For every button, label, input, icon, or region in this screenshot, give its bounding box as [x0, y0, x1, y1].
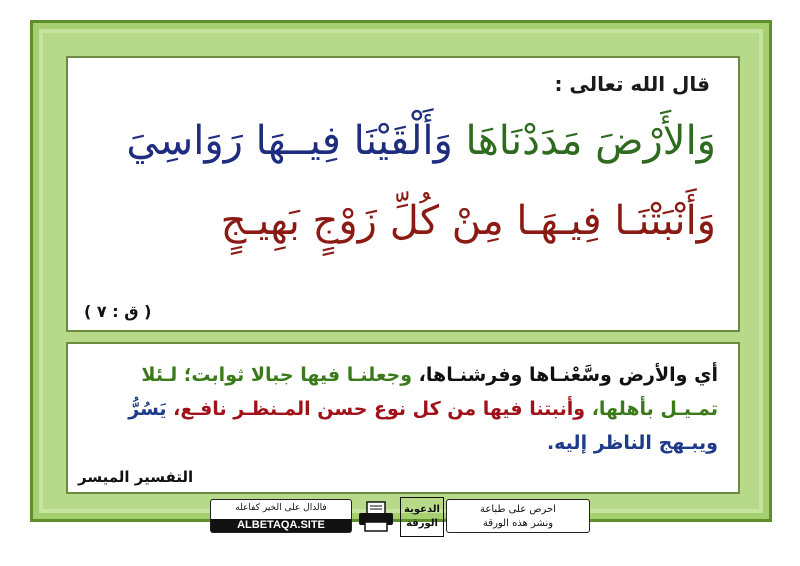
verse-line-1: [126, 118, 716, 164]
tafsir-part-4: وأنبتنا فيها من كل نوع حسن المـنظـر نافـع،: [166, 398, 586, 420]
tafsir-part-5: يَسُرُّ ويبـهج الناظر إليه.: [128, 398, 718, 454]
verse-reference: ( ق : ٧ ): [84, 302, 152, 321]
intro-text: قال الله تعالى :: [554, 72, 710, 96]
tafsir-part-3: لـئلا تمـيـل بأهلها،: [141, 364, 718, 420]
footer: [210, 497, 590, 537]
logo-bottom: الورقة: [406, 518, 438, 529]
tafsir-panel: [66, 342, 740, 494]
verse-part-green: وَالأَرْضَ مَدَدْنَاهَا: [452, 118, 716, 164]
logo: [400, 497, 444, 537]
site-box: [210, 499, 352, 533]
tafsir-text: [88, 358, 718, 460]
logo-top: الدعوية: [404, 504, 440, 515]
tafsir-part-1: أي والأرض وسَّعْنـاها وفرشنـاها،: [412, 364, 718, 386]
site-url[interactable]: ALBETAQA.SITE: [211, 519, 351, 532]
verse-panel: [66, 56, 740, 332]
print-note-line-1: احرص على طباعة: [480, 504, 556, 515]
printer-icon: [356, 501, 396, 533]
site-slogan: فالدال على الخير كفاعله: [235, 503, 327, 513]
verse-part-blue: وَأَلْقَيْنَا فِيــهَا رَوَاسِيَ: [126, 118, 453, 164]
tafsir-part-2: وجعلنـا فيها جبالا ثوابت؛: [177, 364, 413, 386]
print-note-line-2: ونشر هذه الورقة: [482, 518, 554, 529]
print-note-box: [446, 499, 590, 533]
verse-line-2: وَأَنْبَتْنَـا فِيـهَـا مِنْ كُلِّ زَوْجٍ بَهِيـجٍ: [220, 198, 716, 244]
tafsir-source: التفسير الميسر: [78, 468, 194, 486]
